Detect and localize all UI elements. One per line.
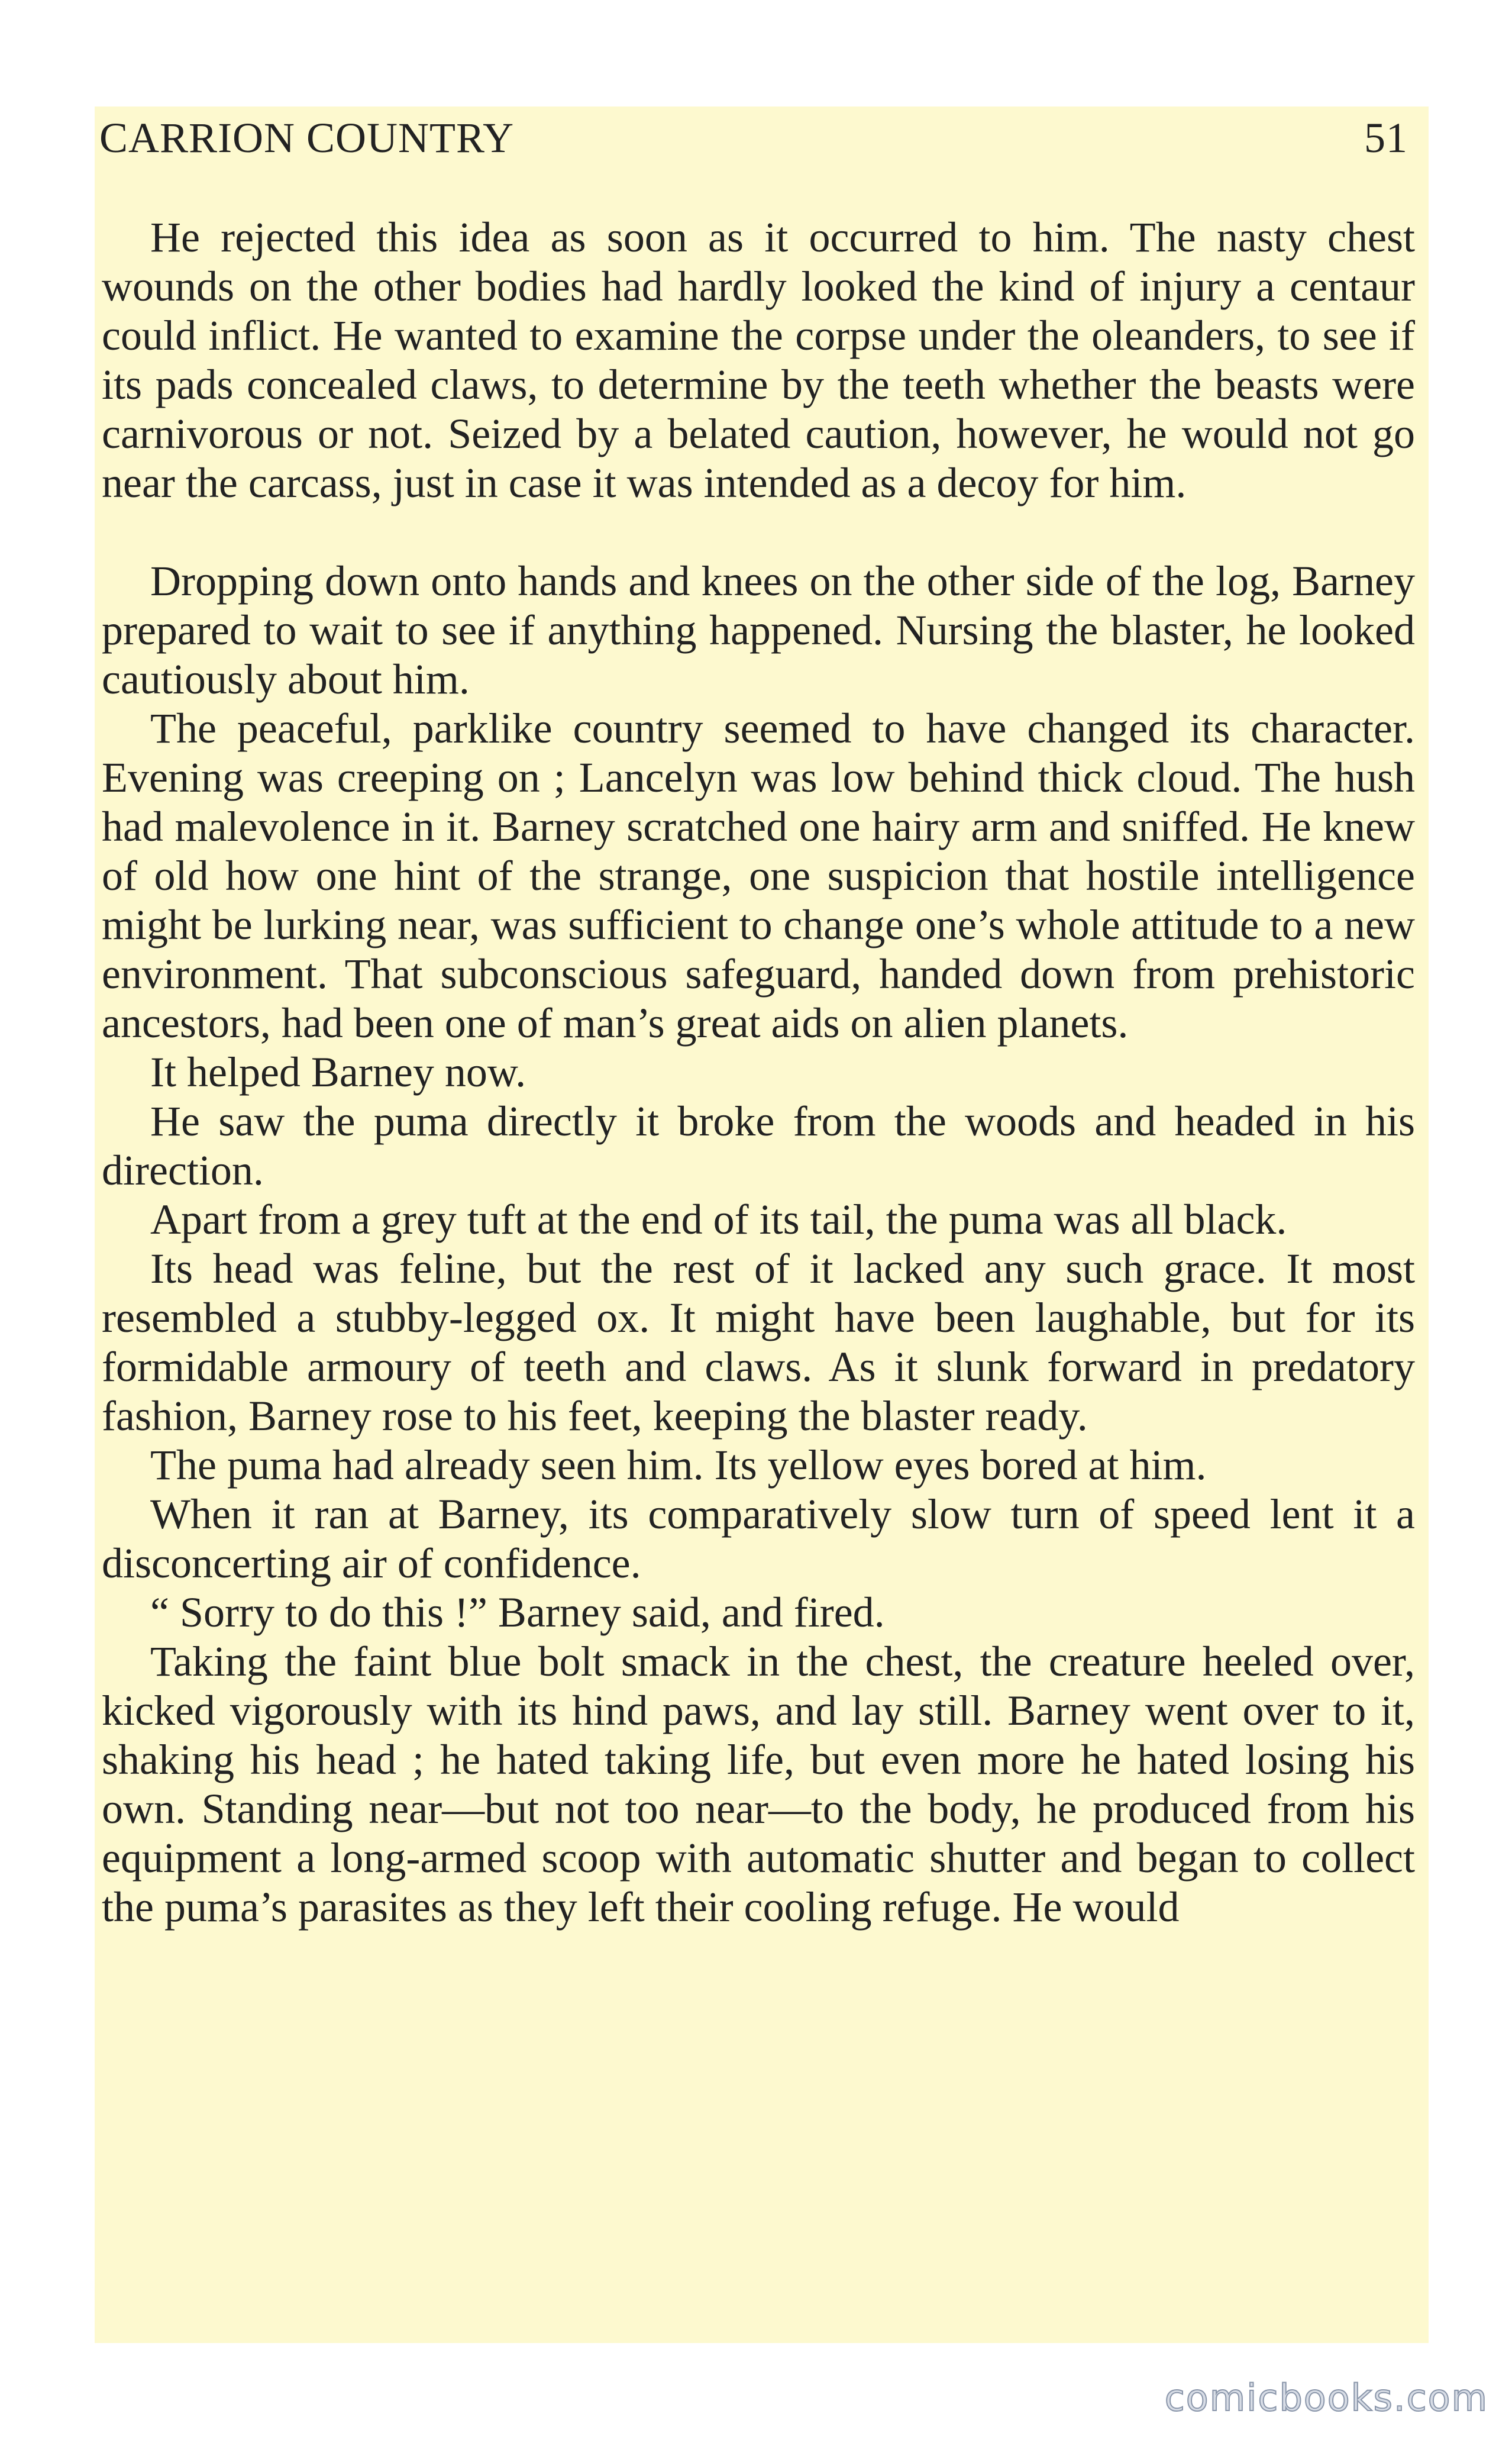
paragraph: “ Sorry to do this !” Barney said, and fired.	[150, 1589, 885, 1636]
paragraph: It helped Barney now.	[150, 1048, 526, 1096]
paragraph: Its head was feline, but the rest of it lacked any such grace. It most resembled a stubby-legged ox. It might have been laughable, but for its formidable armoury of teeth and claws. As it slunk forward in predatory fashion, Barney rose to his feet, keeping the blaster ready.	[102, 1245, 1415, 1440]
watermark: comicbooks.com	[1164, 2376, 1488, 2419]
page-header	[95, 114, 1408, 167]
paragraph: Dropping down onto hands and knees on the other side of the log, Barney prepared to wait to see if anything happened. Nursing the blaster, he looked cautiously about him.	[102, 557, 1415, 703]
paragraph: He rejected this idea as soon as it occurred to him. The nasty chest wounds on the other bodies had hardly looked the kind of injury a centaur could inflict. He wanted to examine the corpse under the oleanders, to see if its pads concealed claws, to determine by the teeth whether the beasts were carnivorous or not. Seized by a belated caution, however, he would not go near the carcass, just in case it was intended as a decoy for him.	[102, 214, 1415, 506]
paragraph: Apart from a grey tuft at the end of its tail, the puma was all black.	[150, 1196, 1287, 1243]
running-head: CARRION COUNTRY	[99, 114, 515, 162]
page-number: 51	[1364, 114, 1408, 162]
paragraph: The peaceful, parklike country seemed to have changed its character. Evening was creeping on ; Lancelyn was low behind thick cloud. The hush had malevolence in it. Barney scratched one hairy arm and sniffed. He knew of old how one hint of the strange, one suspicion that hostile intelligence might be lurking near, was sufficient to change one’s whole attitude to a new environment. That subconscious safeguard, handed down from prehistoric ancestors, had been one of man’s great aids on alien planets.	[102, 705, 1415, 1047]
body-text	[102, 213, 1415, 1932]
paragraph: Taking the faint blue bolt smack in the chest, the creature heeled over, kicked vigorously with its hind paws, and lay still. Barney went over to it, shaking his head ; he hated taking life, but even more he hated losing his own. Standing near—but not too near—to the body, he produced from his equipment a long-armed scoop with automatic shutter and began to collect the puma’s parasites as they left their cooling refuge. He would	[102, 1638, 1415, 1931]
paragraph: The puma had already seen him. Its yellow eyes bored at him.	[150, 1441, 1207, 1489]
paragraph: He saw the puma directly it broke from the woods and headed in his direction.	[102, 1098, 1415, 1194]
paragraph: When it ran at Barney, its comparatively slow turn of speed lent it a disconcerting air of confidence.	[102, 1490, 1415, 1587]
